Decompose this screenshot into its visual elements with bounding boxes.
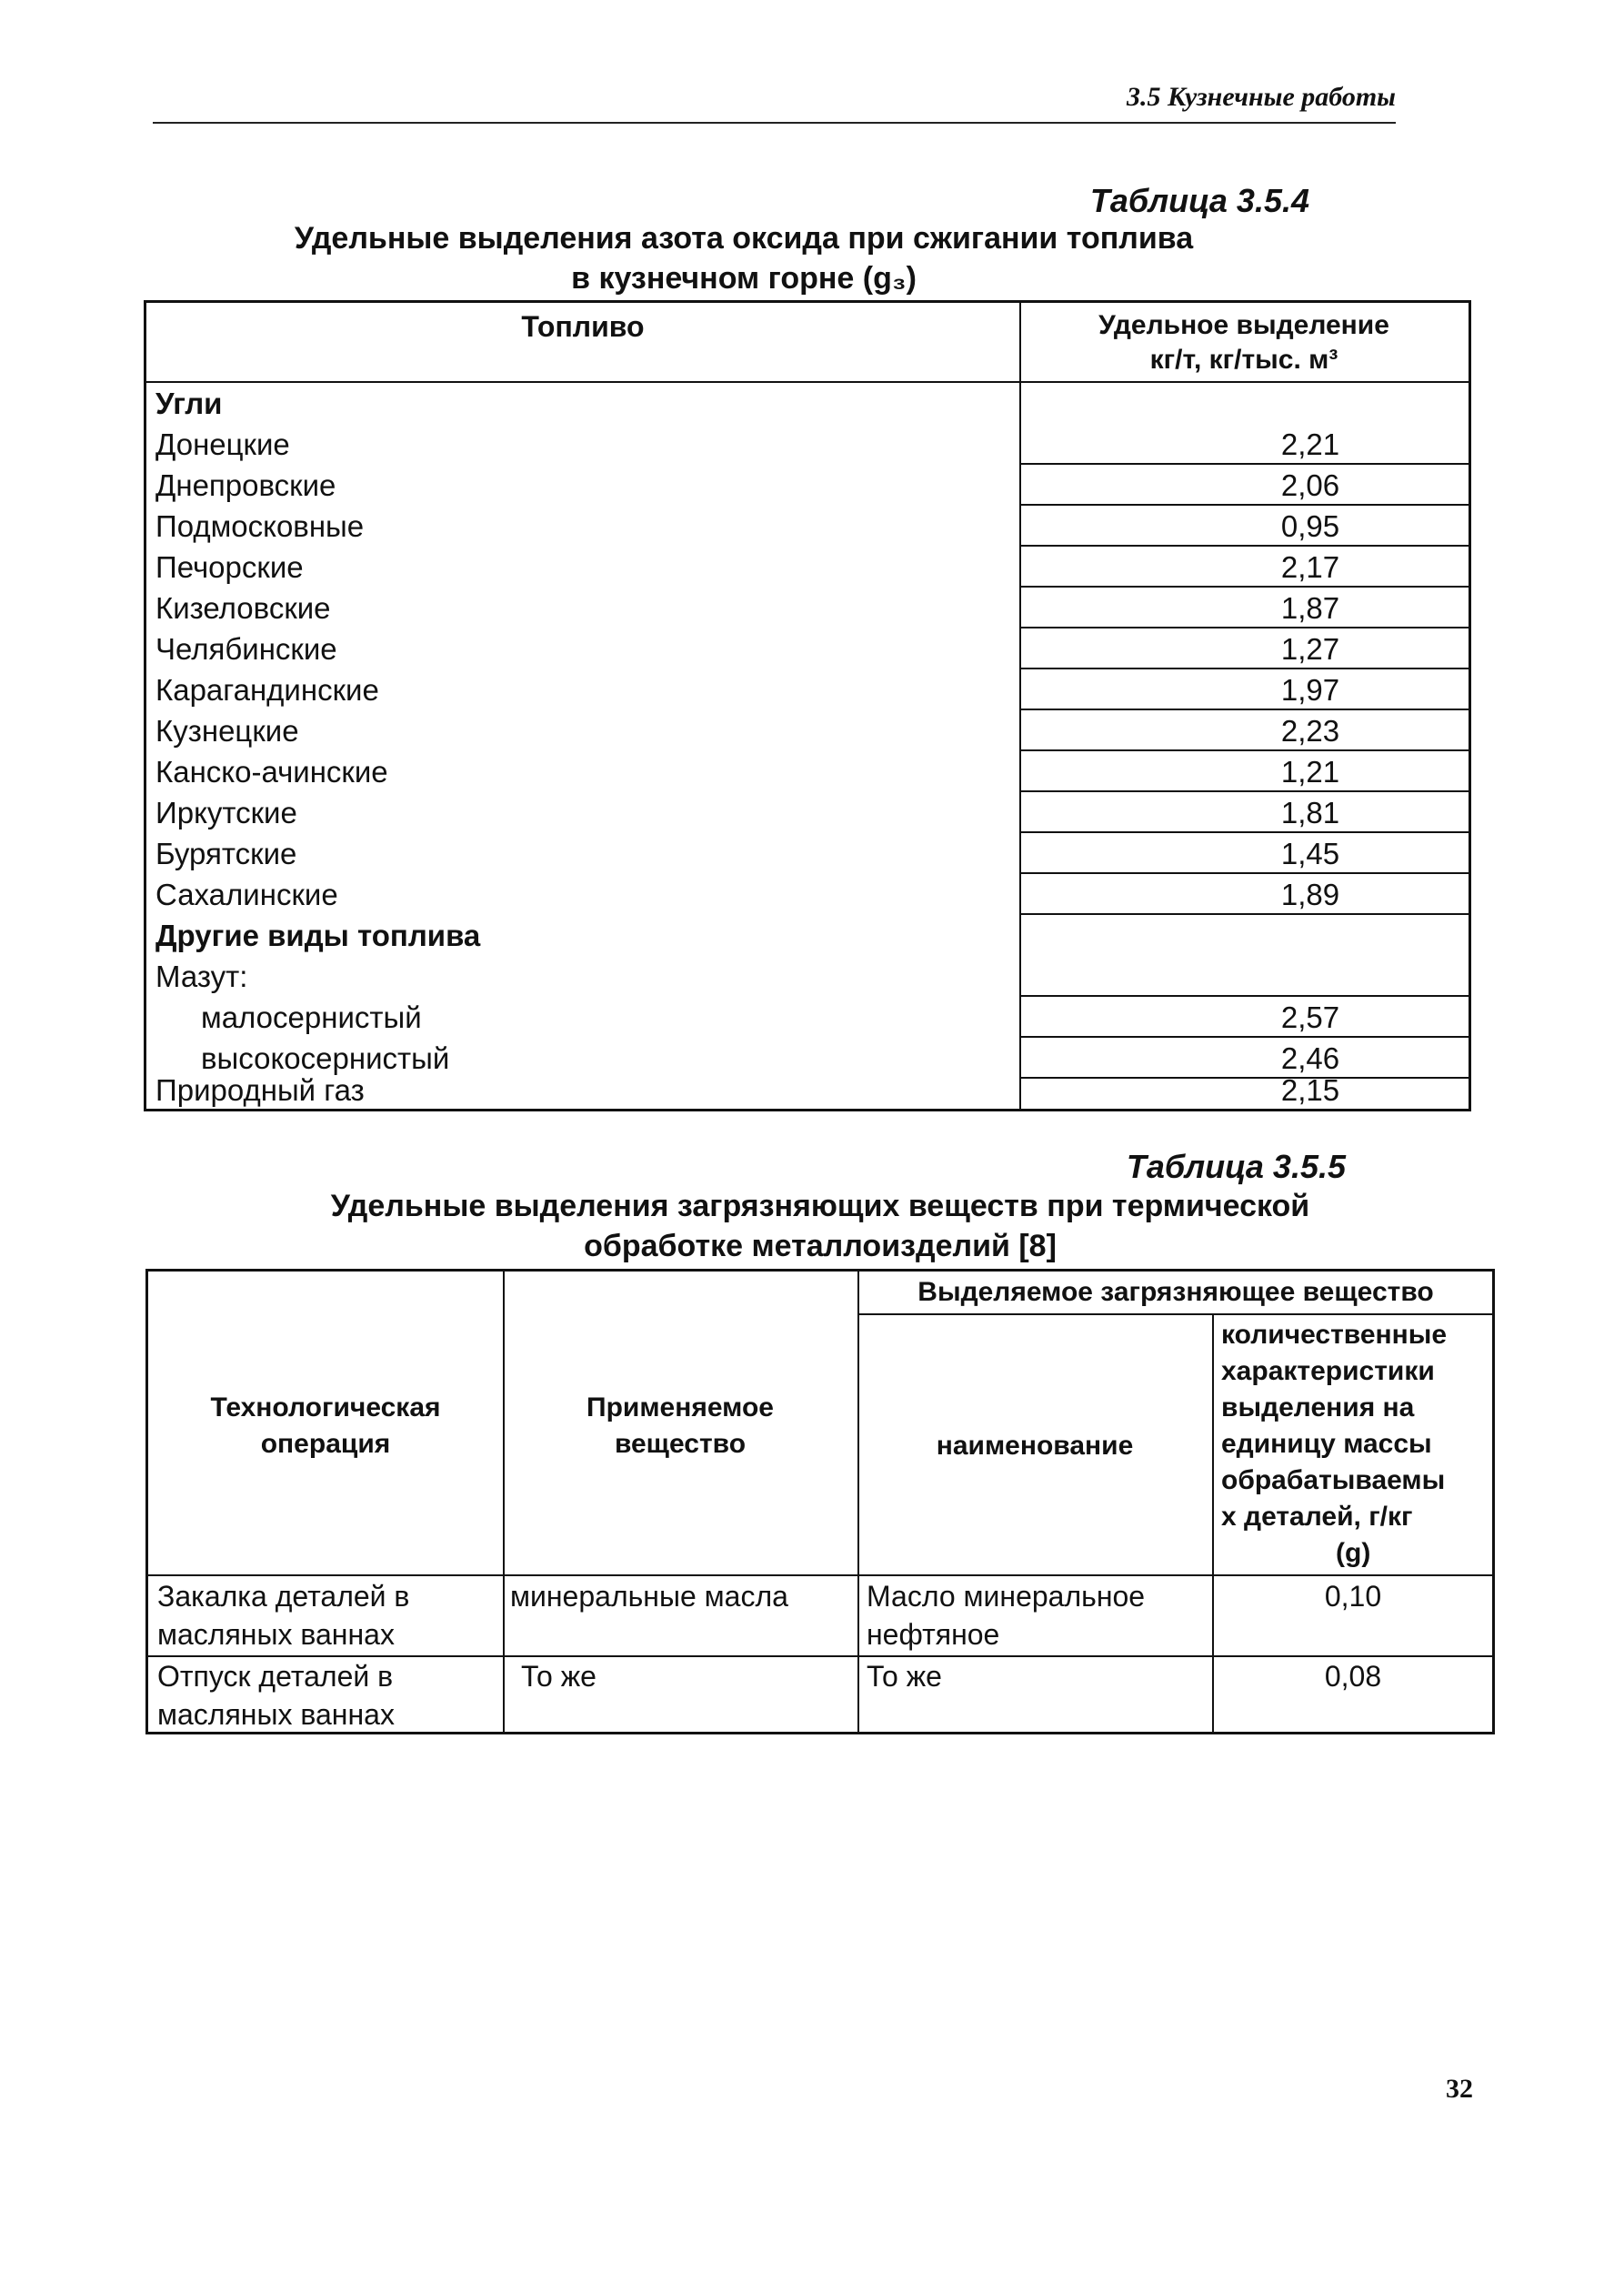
table-row (146, 997, 1469, 1038)
header-line: (g) (1336, 1538, 1371, 1568)
row-value: 2,17 (1280, 550, 1340, 584)
header-line: выделения на (1221, 1392, 1415, 1422)
header-line: операция (260, 1429, 391, 1459)
row-value: 2,46 (1280, 1041, 1340, 1075)
row-name: Донецкие (155, 427, 290, 461)
row-value: 0,95 (1280, 509, 1340, 543)
table1-header-value-line2: кг/т, кг/тыс. м³ (1149, 345, 1338, 375)
row-name: Кизеловские (155, 591, 331, 625)
table-row (146, 874, 1469, 915)
row-value: 2,06 (1280, 468, 1340, 502)
table2-header-rule (148, 1574, 1492, 1576)
table-row (146, 833, 1469, 874)
row1-qty: 0,10 (1324, 1580, 1382, 1613)
header-line: единицу массы (1221, 1429, 1432, 1459)
table-row (146, 710, 1469, 751)
table2-header-name: наименование (936, 1431, 1134, 1461)
row-value: 2,15 (1280, 1073, 1340, 1107)
header-line: количественные (1221, 1320, 1448, 1350)
row-name: Печорские (155, 550, 304, 584)
table1-header-value (1019, 308, 1469, 377)
row2-operation (157, 1657, 395, 1734)
row-value: 1,97 (1280, 673, 1340, 707)
row-value: 2,23 (1280, 714, 1340, 748)
header-line: вещество (614, 1429, 747, 1459)
table1 (144, 300, 1471, 1111)
table-row (146, 383, 1469, 424)
row-value: 1,89 (1280, 878, 1340, 911)
row-name: Природный газ (155, 1073, 365, 1107)
page-number: 32 (1446, 2074, 1473, 2104)
row-value: 1,45 (1280, 837, 1340, 870)
table-row (146, 465, 1469, 506)
row-value: 1,27 (1280, 632, 1340, 666)
table1-title-line1: Удельные выделения азота оксида при сжигании топлива (294, 221, 1194, 256)
row-name: Иркутские (155, 796, 297, 829)
row-name: Бурятские (155, 837, 297, 870)
row2-qty: 0,08 (1324, 1660, 1382, 1693)
table2-label: Таблица 3.5.5 (1126, 1148, 1346, 1185)
row-name: Сахалинские (155, 878, 338, 911)
cell-line: Отпуск деталей в (157, 1660, 394, 1693)
row2-name: То же (867, 1660, 942, 1693)
row-value: 2,57 (1280, 1000, 1340, 1034)
table-row (146, 506, 1469, 547)
header-rule (153, 122, 1396, 124)
cell-line: масляных ваннах (157, 1698, 395, 1731)
header-line: Применяемое (586, 1392, 774, 1422)
row-value: 1,87 (1280, 591, 1340, 625)
table2-header-group: Выделяемое загрязняющее вещество (917, 1277, 1434, 1307)
table-row (146, 915, 1469, 956)
row1-operation (157, 1577, 409, 1654)
table1-header-fuel: Топливо (521, 310, 645, 343)
header-line: Технологическая (210, 1392, 441, 1422)
cell-line: Закалка деталей в (157, 1580, 410, 1613)
table2-header-qty (1214, 1317, 1503, 1572)
row-name: Челябинские (155, 632, 337, 666)
table1-header-value-line1: Удельное выделение (1098, 310, 1389, 340)
table2-subheader-rule (857, 1313, 1492, 1315)
table-row (146, 547, 1469, 588)
row-value: 1,81 (1280, 796, 1340, 829)
table2 (145, 1269, 1495, 1734)
table-row (146, 751, 1469, 792)
table2-header-substance (503, 1390, 857, 1463)
table2-divider (503, 1272, 505, 1732)
row-name: Днепровские (155, 468, 336, 502)
table1-label: Таблица 3.5.4 (1089, 182, 1309, 219)
table-row (146, 628, 1469, 669)
header-line: х деталей, г/кг (1221, 1502, 1413, 1532)
row-value: 1,21 (1280, 755, 1340, 789)
cell-line: масляных ваннах (157, 1618, 395, 1651)
running-head: 3.5 Кузнечные работы (1126, 82, 1396, 112)
row1-substance: минеральные масла (510, 1580, 788, 1613)
table2-divider (857, 1272, 859, 1732)
row-name: Мазут: (155, 960, 248, 993)
cell-line: нефтяное (867, 1618, 1000, 1651)
table-row (146, 669, 1469, 710)
row-name: Канско-ачинские (155, 755, 388, 789)
table-row (146, 588, 1469, 628)
row-value: 2,21 (1280, 427, 1340, 461)
row-name: высокосернистый (201, 1041, 450, 1075)
table2-header-operation (148, 1390, 503, 1463)
row-name: малосернистый (201, 1000, 422, 1034)
table2-title-line1: Удельные выделения загрязняющих веществ при термической (330, 1189, 1310, 1223)
cell-line: Масло минеральное (867, 1580, 1146, 1613)
table2-title-line2: обработке металлоизделий [8] (584, 1229, 1057, 1263)
row-name: Кузнецкие (155, 714, 299, 748)
table-row (146, 956, 1469, 997)
header-line: обрабатываемы (1221, 1465, 1446, 1495)
table-row (146, 1070, 1469, 1111)
row2-substance: То же (521, 1660, 596, 1693)
table-row (146, 424, 1469, 465)
row1-name (867, 1577, 1145, 1654)
row-name: Угли (155, 387, 223, 420)
row-name: Подмосковные (155, 509, 365, 543)
row-name: Другие виды топлива (155, 919, 481, 952)
table1-title-line2: в кузнечном горне (g₃) (571, 261, 917, 296)
row-name: Карагандинские (155, 673, 379, 707)
table-row (146, 792, 1469, 833)
header-line: характеристики (1221, 1356, 1435, 1386)
